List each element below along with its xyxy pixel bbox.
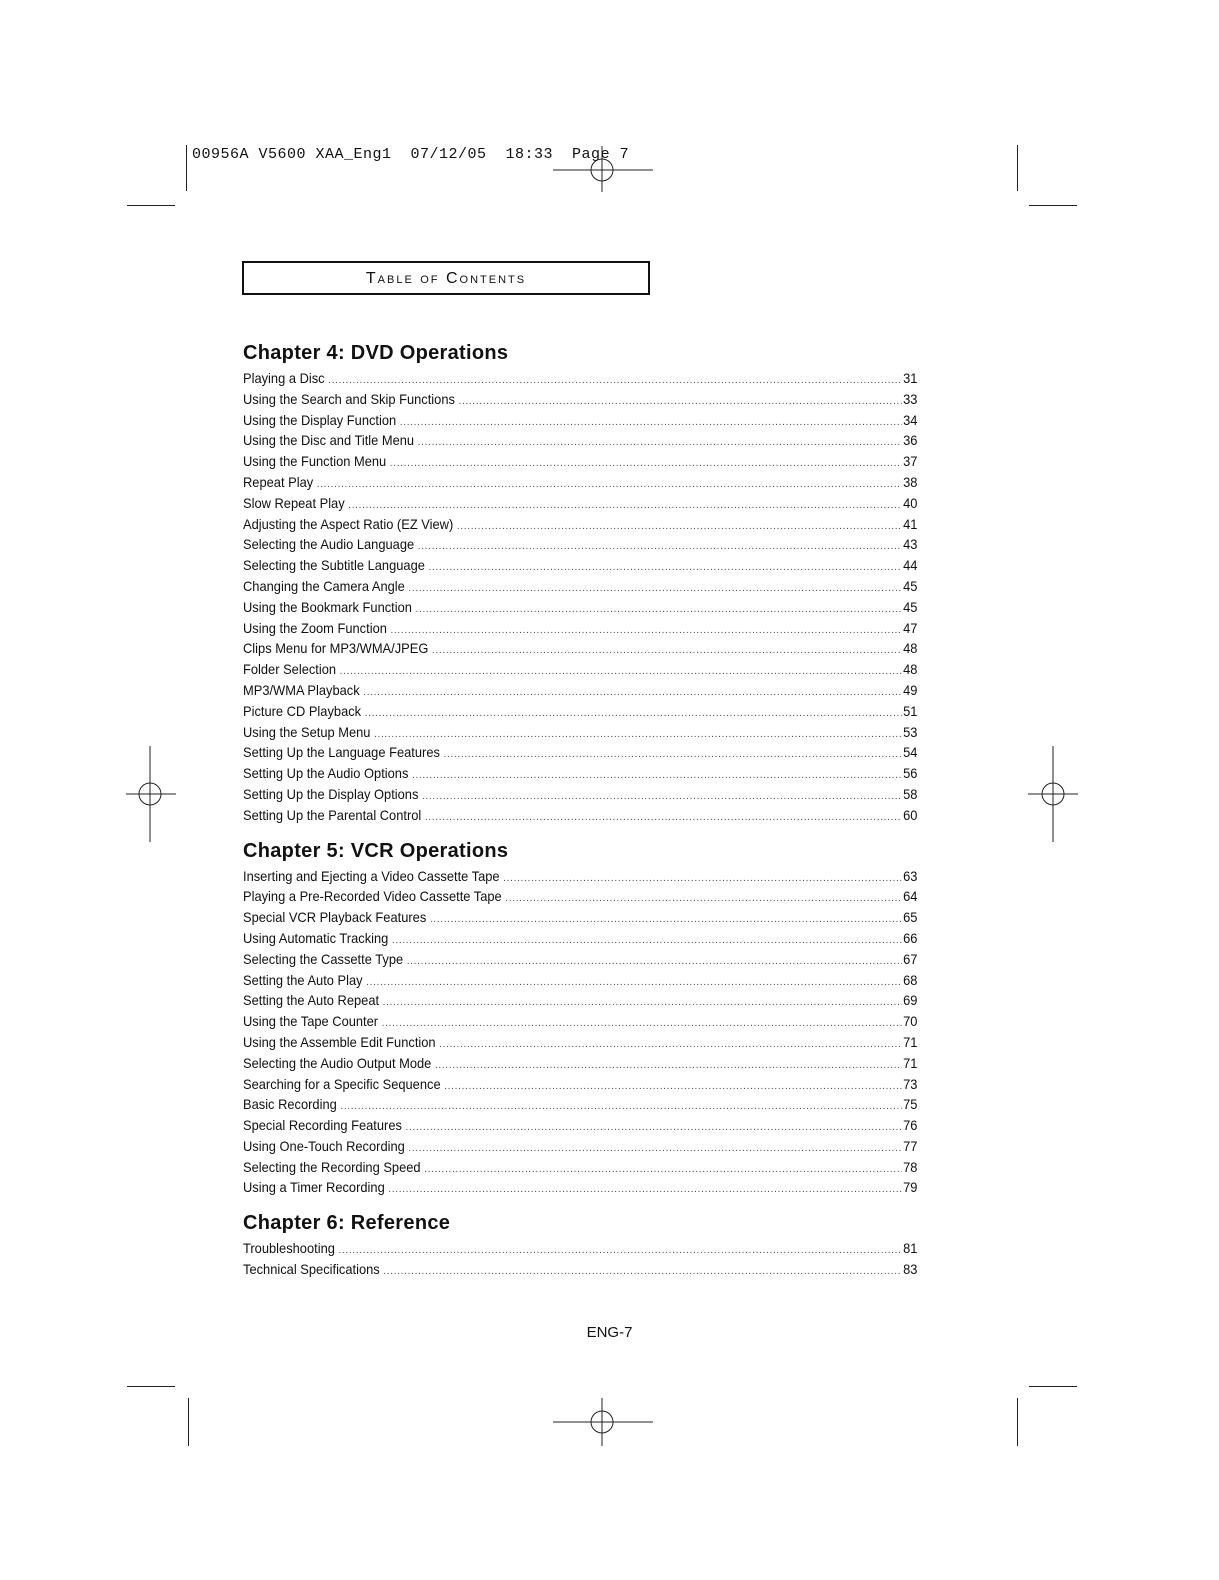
toc-entry-leader-dots (383, 1262, 902, 1283)
toc-entry-title: Playing a Pre-Recorded Video Cassette Tape (243, 888, 502, 905)
crop-mark-bottom-right-horizontal (1029, 1386, 1077, 1387)
toc-entry (243, 1074, 917, 1095)
toc-entry (243, 1115, 917, 1136)
toc-entry-page-number: 71 (903, 1033, 918, 1050)
toc-entry-page-number: 37 (903, 453, 918, 470)
toc-entry-page-number: 60 (903, 806, 918, 823)
toc-entry (243, 949, 917, 970)
toc-entry-title: Setting Up the Parental Control (243, 806, 422, 823)
toc-entry-title: Technical Specifications (243, 1261, 380, 1278)
toc-entry (243, 451, 917, 472)
toc-entry-title: Using One-Touch Recording (243, 1137, 405, 1154)
toc-entry (243, 1136, 917, 1157)
toc-entry-page-number: 81 (903, 1240, 918, 1257)
toc-entry (243, 763, 917, 784)
toc-entry-title: Special VCR Playback Features (243, 909, 427, 926)
toc-entry-page-number: 65 (903, 909, 918, 926)
toc-entry-page-number: 79 (903, 1179, 918, 1196)
toc-entry-page-number: 71 (903, 1054, 918, 1071)
toc-entry-title: Using the Assemble Edit Function (243, 1033, 436, 1050)
toc-entry-page-number: 36 (903, 432, 918, 449)
toc-entry (243, 990, 917, 1011)
toc-entry-page-number: 44 (903, 557, 918, 574)
toc-entry-title: Folder Selection (243, 661, 337, 678)
toc-entry-title: Setting Up the Language Features (243, 744, 440, 761)
toc-entry (243, 866, 917, 887)
toc-entry-title: Using the Setup Menu (243, 723, 371, 740)
toc-entry-title: MP3/WMA Playback (243, 681, 360, 698)
toc-entry (243, 555, 917, 576)
toc-entry (243, 784, 917, 805)
toc-entry (243, 368, 917, 389)
toc-heading-box (242, 261, 650, 295)
toc-entry-title: Using the Disc and Title Menu (243, 432, 415, 449)
toc-entry (243, 1238, 917, 1259)
registration-mark-left (126, 746, 176, 842)
toc-entry-page-number: 48 (903, 640, 918, 657)
toc-entry (243, 430, 917, 451)
toc-entry-title: Setting Up the Audio Options (243, 765, 409, 782)
toc-entry-page-number: 64 (903, 888, 918, 905)
toc-entry-page-number: 73 (903, 1075, 918, 1092)
toc-entry (243, 680, 917, 701)
toc-entry-title: Using the Tape Counter (243, 1013, 379, 1030)
toc-entry-page-number: 43 (903, 536, 918, 553)
crop-mark-bottom-left-horizontal (127, 1386, 175, 1387)
crop-mark-top-left-vertical (186, 145, 187, 191)
print-slug-header: 00956A V5600 XAA_Eng1 07/12/05 18:33 Page 7 (192, 146, 630, 163)
toc-entry (243, 410, 917, 431)
crop-mark-top-right-vertical (1017, 145, 1018, 191)
crop-mark-bottom-right-vertical (1017, 1398, 1018, 1446)
chapter-title: Chapter 4: DVD Operations (243, 342, 509, 364)
toc-entry (243, 472, 917, 493)
toc-entry-page-number: 49 (903, 681, 918, 698)
toc-entry-page-number: 70 (903, 1013, 918, 1030)
toc-entry-page-number: 83 (903, 1261, 918, 1278)
chapter-title: Chapter 5: VCR Operations (243, 839, 509, 862)
toc-entry-page-number: 75 (903, 1096, 918, 1113)
toc-entry-leader-dots (425, 808, 902, 829)
toc-entry (243, 534, 917, 555)
toc-entry (243, 1157, 917, 1178)
toc-entry (243, 1259, 917, 1280)
toc-entry-title: Special Recording Features (243, 1117, 402, 1134)
toc-entry (243, 638, 917, 659)
toc-entry-page-number: 53 (903, 723, 918, 740)
toc-entry-leader-dots (388, 1180, 902, 1201)
toc-entry (243, 928, 917, 949)
toc-entry-title: Playing a Disc (243, 370, 325, 386)
toc-entry-title: Selecting the Audio Language (243, 536, 415, 553)
toc-entry-page-number: 66 (903, 929, 918, 946)
toc-entry-page-number: 77 (903, 1137, 918, 1154)
toc-entry (243, 701, 917, 722)
toc-entry (243, 1177, 917, 1198)
toc-entry-title: Selecting the Recording Speed (243, 1158, 421, 1175)
toc-entry-title: Setting Up the Display Options (243, 785, 419, 802)
toc-entry-page-number: 58 (903, 785, 918, 802)
toc-heading: Table of Contents (365, 270, 527, 287)
chapter-section (243, 338, 918, 826)
chapter-section (243, 836, 918, 1199)
chapter-section (243, 1208, 918, 1280)
toc-entry-title: Selecting the Cassette Type (243, 950, 404, 967)
toc-entry-page-number: 76 (903, 1117, 918, 1134)
toc-entry-page-number: 31 (903, 370, 918, 386)
toc-entry-title: Clips Menu for MP3/WMA/JPEG (243, 640, 429, 657)
toc-entry (243, 722, 917, 743)
toc-entry (243, 1032, 917, 1053)
toc-entry-title: Setting the Auto Repeat (243, 992, 380, 1009)
toc-entry-title: Selecting the Subtitle Language (243, 557, 425, 574)
toc-entry (243, 1094, 917, 1115)
toc-entry-title: Changing the Camera Angle (243, 577, 405, 594)
toc-entry-title: Repeat Play (243, 473, 314, 490)
toc-entry-page-number: 51 (903, 702, 918, 719)
toc-entry-page-number: 47 (903, 619, 918, 636)
toc-entry-title: Using the Display Function (243, 411, 397, 428)
toc-entry-title: Setting the Auto Play (243, 971, 363, 988)
toc-entry-title: Slow Repeat Play (243, 494, 345, 511)
toc-entry (243, 1053, 917, 1074)
toc-entry (243, 907, 917, 928)
toc-entry-title: Using the Search and Skip Functions (243, 390, 455, 407)
toc-entry-title: Searching for a Specific Sequence (243, 1075, 441, 1092)
page-number-footer: ENG-7 (586, 1324, 633, 1341)
toc-entry-page-number: 54 (903, 744, 918, 761)
toc-entry (243, 576, 917, 597)
toc-entry (243, 742, 917, 763)
registration-mark-right (1028, 746, 1078, 842)
registration-mark-top (553, 146, 653, 192)
toc-entry-title: Inserting and Ejecting a Video Cassette Tape (243, 867, 500, 884)
registration-mark-bottom (553, 1398, 653, 1446)
toc-entry-title: Selecting the Audio Output Mode (243, 1054, 432, 1071)
toc-entry-list (243, 1238, 918, 1280)
toc-entry-title: Troubleshooting (243, 1240, 335, 1257)
toc-entry (243, 970, 917, 991)
toc-entry-page-number: 69 (903, 992, 918, 1009)
toc-entry (243, 886, 917, 907)
toc-entry (243, 618, 917, 639)
toc-entry-page-number: 41 (903, 515, 918, 532)
toc-content (243, 338, 918, 1280)
toc-entry (243, 493, 917, 514)
toc-entry-page-number: 34 (903, 411, 918, 428)
toc-entry-page-number: 56 (903, 765, 918, 782)
toc-entry-page-number: 33 (903, 390, 918, 407)
toc-entry (243, 597, 917, 618)
crop-mark-top-left-horizontal (127, 205, 175, 206)
chapter-title: Chapter 6: Reference (243, 1212, 451, 1235)
toc-entry-page-number: 45 (903, 577, 918, 594)
toc-entry-page-number: 38 (903, 473, 918, 490)
toc-entry-list (243, 368, 918, 826)
toc-entry (243, 389, 917, 410)
toc-entry (243, 514, 917, 535)
toc-entry-title: Adjusting the Aspect Ratio (EZ View) (243, 515, 454, 532)
toc-entry-page-number: 40 (903, 494, 918, 511)
toc-entry-page-number: 48 (903, 661, 918, 678)
toc-entry-title: Using a Timer Recording (243, 1179, 385, 1196)
toc-entry-list (243, 866, 918, 1199)
toc-entry-page-number: 68 (903, 971, 918, 988)
toc-entry-title: Basic Recording (243, 1096, 337, 1113)
toc-entry-title: Picture CD Playback (243, 702, 362, 719)
toc-entry-page-number: 45 (903, 598, 918, 615)
toc-entry-title: Using the Function Menu (243, 453, 387, 470)
toc-entry (243, 1011, 917, 1032)
toc-entry-page-number: 63 (903, 867, 918, 884)
toc-entry-title: Using Automatic Tracking (243, 929, 389, 946)
toc-entry-page-number: 78 (903, 1158, 918, 1175)
crop-mark-top-right-horizontal (1029, 205, 1077, 206)
toc-entry-title: Using the Bookmark Function (243, 598, 412, 615)
crop-mark-bottom-left-vertical (188, 1398, 189, 1446)
toc-entry-title: Using the Zoom Function (243, 619, 387, 636)
toc-entry-page-number: 67 (903, 950, 918, 967)
toc-entry (243, 659, 917, 680)
toc-entry (243, 805, 917, 826)
